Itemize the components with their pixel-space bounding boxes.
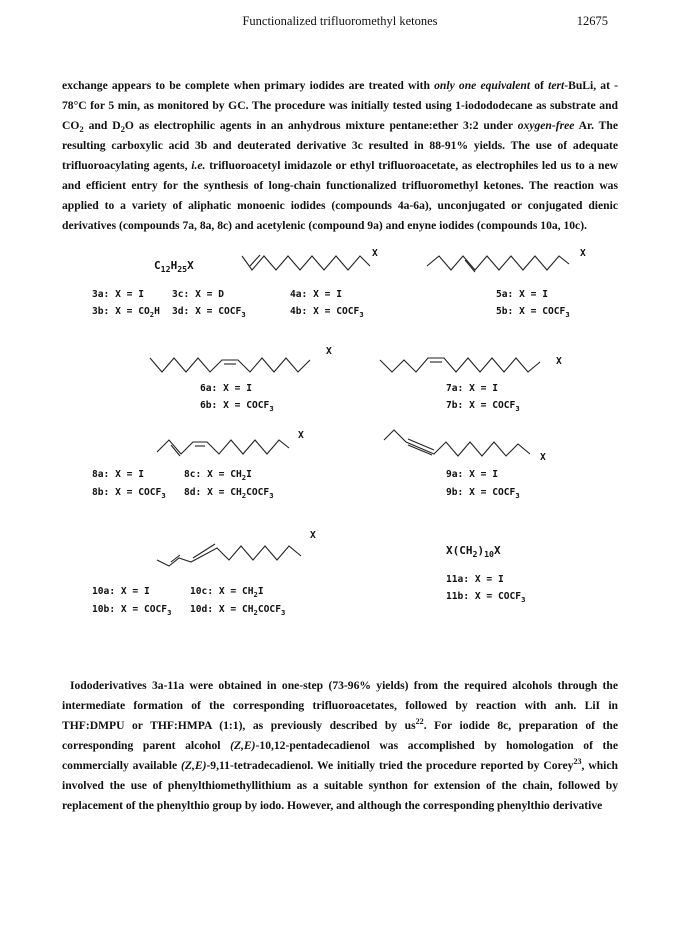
text-line: applied to a variety of aliphatic monoenic iodides (compounds 4a-6a), unconjugated or conjugated dienic: [62, 199, 618, 212]
structure-8-chain: [155, 436, 295, 460]
label-3b: 3b: $X = CO_2H$: [92, 306, 160, 319]
text-line: resulting carboxylic acid 3b and deuterated derivative 3c resulted in 88-91% yields. The use of adequate: [62, 139, 618, 152]
label-9b: 9b: $X = COCF_3$: [446, 487, 520, 500]
x-substituent: X: [326, 346, 332, 357]
label-8d: 8d: $X = CH_2COCF_3$: [184, 487, 274, 500]
structure-6-chain: [148, 352, 318, 376]
text-line: derivatives (compounds 7a, 8a, 8c) and acetylenic (compound 9a) and enyne iodides (compounds 10a, 10c).: [62, 219, 587, 232]
text-line: exchange appears to be complete when primary iodides are treated with only one equivalent of tert-BuLi, at -: [62, 79, 618, 92]
text-line: replacement of the phenylthio group by iodo. However, and although the corresponding phenylthio derivative: [62, 799, 603, 812]
label-10c: 10c: $X = CH_2I$: [190, 586, 264, 599]
text-line: 78°C for 5 min, as monitored by GC. The procedure was initially tested using 1-iodododecane as substrate and: [62, 99, 618, 112]
label-3d: 3d: $X = COCF_3$: [172, 306, 246, 319]
label-10d: 10d: $X = CH_2COCF_3$: [190, 604, 286, 617]
label-6b: 6b: $X = COCF_3$: [200, 400, 274, 413]
label-7a: 7a: X = I: [446, 383, 498, 394]
x-substituent: X: [556, 356, 562, 367]
text-line: commercially available (Z,E)-9,11-tetradecadienol. We initially tried the procedure reported by Corey$^{23}$, which: [62, 757, 618, 772]
text-line: Iododerivatives 3a-11a were obtained in one-step (73-96% yields) from the required alcohols through the: [70, 679, 618, 692]
text-line: corresponding parent alcohol (Z,E)-10,12-pentadecadienol was accomplished by homologation of the: [62, 739, 618, 752]
label-3c: 3c: X = D: [172, 289, 224, 300]
x-substituent: X: [298, 430, 304, 441]
label-8b: 8b: $X = COCF_3$: [92, 487, 166, 500]
formula-11: $X(CH_2)_{10}X$: [446, 544, 501, 559]
label-11b: 11b: $X = COCF_3$: [446, 591, 526, 604]
label-7b: 7b: $X = COCF_3$: [446, 400, 520, 413]
label-5b: 5b: $X = COCF_3$: [496, 306, 570, 319]
paragraph-2: [62, 676, 618, 816]
x-substituent: X: [372, 248, 378, 259]
text-line: $CO_2$ and $D_2O$ as electrophilic agents in an anhydrous mixture pentane:ether 3:2 under oxygen-free Ar. The: [62, 119, 618, 134]
label-9a: 9a: X = I: [446, 469, 498, 480]
x-substituent: X: [580, 248, 586, 259]
structure-5-chain: [425, 252, 575, 274]
x-substituent: X: [540, 452, 546, 463]
structure-9-chain: [382, 426, 562, 464]
structure-4-chain: [240, 252, 380, 274]
page-number: 12675: [576, 14, 608, 28]
text-line: THF:DMPU or THF:HMPA (1:1), as previously described by $us^{22}$. For iodide 8c, preparation of the: [62, 717, 618, 732]
text-line: involved the use of phenylthiomethyllithium as a suitable synthon for extension of the chain, followed by: [62, 779, 618, 792]
label-4a: 4a: X = I: [290, 289, 342, 300]
label-10b: 10b: $X = COCF_3$: [92, 604, 172, 617]
paragraph-1: [62, 76, 618, 236]
label-6a: 6a: X = I: [200, 383, 252, 394]
label-3a: 3a: X = I: [92, 289, 144, 300]
text-line: and efficient entry for the synthesis of long-chain functionalized trifluoromethyl ketones. The reaction was: [62, 179, 618, 192]
label-8a: 8a: X = I: [92, 469, 144, 480]
x-substituent: X: [310, 530, 316, 541]
running-title: Functionalized trifluoromethyl ketones: [242, 14, 438, 28]
label-8c: 8c: $X = CH_2I$: [184, 469, 252, 482]
structure-7-chain: [378, 352, 558, 376]
text-line: intermediate formation of the corresponding trifluoroacetates, followed by reaction with anh. LiI in: [62, 699, 618, 712]
structure-10-chain: [155, 536, 315, 572]
label-4b: 4b: $X = COCF_3$: [290, 306, 364, 319]
label-11a: 11a: X = I: [446, 574, 504, 585]
formula-3: $C_{12}H_{25}X$: [154, 259, 194, 274]
label-5a: 5a: X = I: [496, 289, 548, 300]
text-line: trifluoroacylating agents, i.e. trifluoroacetyl imidazole or ethyl trifluoroacetate, as electrophiles led us to a new: [62, 159, 618, 172]
label-10a: 10a: X = I: [92, 586, 150, 597]
